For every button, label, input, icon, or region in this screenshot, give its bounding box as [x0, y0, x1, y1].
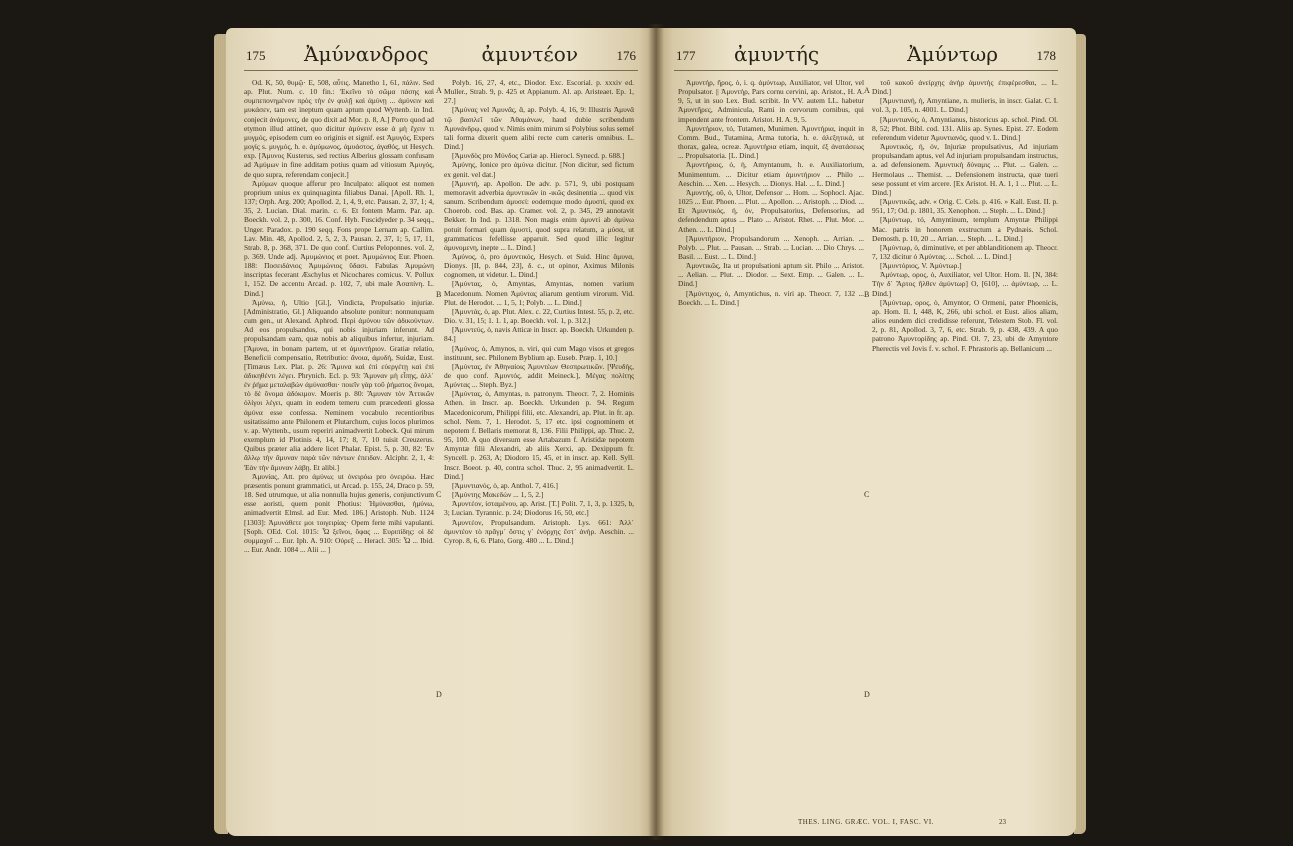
text-column-left: [678, 78, 864, 810]
margin-letter: C: [864, 490, 870, 499]
entry-paragraph: Polyb. 16, 27, 4, etc., Diodor. Exc. Escorial. p. xxxiv ed. Muller., Strab. 9, p. 425 et Appianum. Al. ap. Aristeaet. Ep. 1, 27.]: [444, 78, 634, 106]
page-number: 175: [246, 48, 266, 63]
entry-paragraph: Ἀμύνης, Ionice pro ἀμύνω dicitur. [Non dicitur, sed fictum ex genit. vel dat.]: [444, 160, 634, 179]
text-column-left: [244, 78, 434, 810]
entry-paragraph: Ἀμυντικῶς, Ita ut propulsationi aptum sit. Philo ... Aristot. ... Aelian. ... Plut. ... Diodor. ... Sext. Emp. ... Galen. ... L. Dind.]: [678, 261, 864, 289]
margin-letter: D: [864, 690, 870, 699]
entry-paragraph: [Ἀμύντης Μακεδών ... 1, 5, 2.]: [452, 490, 544, 500]
entry-paragraph: [Ἀμυντικῶς, adv. « Orig. C. Cels. p. 416. » Kall. Eust. II. p. 951, 17; Od. p. 1801, 35. Xenophon. ... Steph. ... L. Dind.]: [872, 197, 1058, 216]
entry-paragraph: [Ἀμύνας vel Ἀμυνᾶς, ἃ, ap. Polyb. 4, 16, 9: Illustris Ἀμυνᾶ τῷ βασιλεῖ τῶν Ἀθαμάνων, haud dubie scribendum Ἀμυνάνδρῳ, quod v. Nimis enim mirum si Polybius solus semel tali forma dixerit quem alibi recte cum cæteris omnibus. L. Dind.]: [444, 105, 634, 152]
entry-paragraph: Ἀμυντής, οῦ, ὁ, Ultor, Defensor ... Hom. ... Sophocl. Ajac. 1025 ... Eur. Phoen. ... Plut. ... Apollon. ... Aristoph. ... Diod. ... Et Ἀμυντικός, ή, όν, Propulsatorius, Defensorius, ad defendendum aptus ... Plato ... Aristot. Rhet. ... Plut. Mor. ... Athen. ... L. Dind.]: [678, 187, 864, 234]
margin-letter: A: [436, 86, 442, 95]
page-number: 176: [616, 48, 636, 63]
entry-paragraph: [Ἀμύνος, ὁ, Amynos, n. viri, qui cum Mago visos et gregos instituunt, sec. Philonem Byblium ap. Euseb. Præp. 1, 10.]: [444, 343, 634, 362]
margin-letter: B: [436, 290, 442, 299]
entry-paragraph: Ἀμυντήρ, ῆρος, ὁ, i. q. ἀμύντωρ, Auxiliator, vel Ultor, vel Propulsator. || Ἀμυντήρ, Pars cornu cervini, ap. Aristot., H. A. 9, 5, ut in suo Lex. Bud. scribit. In VV. autem LL. habetur Ἀμυντῆρες, Adminicula, Rami in cervorum cornibus, qui impendent ante frontem. Aristot. H. A. 9, 5.: [678, 78, 864, 124]
entry-paragraph: [Ἀμύντωρ, ὁ, diminutive, et per abblanditionem ap. Theocr. 7, 132 dicitur ὁ Ἀμύντας. ... Schol. ... L. Dind.]: [872, 242, 1058, 261]
margin-letter: B: [864, 290, 870, 299]
book-gutter: [648, 24, 664, 840]
right-page-header: [676, 42, 1056, 66]
margin-letter: D: [436, 690, 442, 699]
entry-paragraph: [Ἀμύντωρ, τό, Amyntinum, templum Amyntæ Philippi Mac. patris in honorem exstructum a Pydnæis. Schol. Demosth. p. 10, 20 ... Arrian. ... Steph. ... L. Dind.]: [872, 215, 1058, 243]
margin-letter: C: [436, 490, 442, 499]
entry-paragraph: [Ἀμυνδὸς pro Μύνδος Cariæ ap. Hierocl. Synecd. p. 688.]: [452, 151, 625, 161]
entry-paragraph: Ἀμύμων quoque afferur pro Inculpato: aliquot est nomen proprium unius ex quinquaginta filiabus Danai. [Apoll. Rh. 1, 137; Orph. Arg. 200; Apollod. 2, 1, 4, 9, etc. Pausan. 2, 37, 1; 4, 35, 2. Lucian. Dial. marin. c. 6. Et fontem Marm. Par. ap. Boeckh. vol. 2, p. 300, 16. Conf. Hyb. Fuscidyeder p. 34 seqq., Unger. Paradox. p. 190 seqq. Fons prope Lernam ap. Callim. Lav. Min. 48, Apollod. 2, 5, 2, 3, Pausan. 2, 37, 1; 5, 17, 11, Strab. 8, p. 368, 371. De quo conf. Curtius Peloponnes. vol. 2, p. 369. Unde adj. Ἀμυμώνιος et poet. Ἀμυμώνιος Eur. Phoen. 188: Ποσειδάνιος Ἀμυμώνιος ὕδασι. Fabulas Ἀμυμώνη inscriptas fecerant Æschylus et Nicochares comicus. V. Pollux 1, 152. De accentu Arcad. p. 102, 7, ubi male Ἀσαπίνη. L. Dind.]: [244, 178, 434, 298]
running-headword: Ἀμύνανδρος: [304, 42, 429, 66]
entry-paragraph: [Ἀμύντωρ, ορος, ὁ, Amyntor, O Ormeni, pater Phoenicis, ap. Hom. Il. I, 448, K, 266, ubi schol. et Eust. alios aliam, alios eundem dici credidisse referunt, Telestem Stob. Fl. vol. 2, p. 81, Apollod. 3, 7, 6, etc. Strab. 9, p. 438, 439. A quo patrono Ἀμυντορίδης ap. Pind. Ol. 7, 23, ubi de Amyntore Pherectis vel Jovis f. v. schol. F. Phrastoris ap. Bellanicum ...: [872, 297, 1058, 353]
entry-paragraph: [Ἀμυντιανός, ὁ, Amyntianus, historicus ap. schol. Pind. Ol. 8, 52; Phot. Bibl. cod. 131. Aliis ap. Synes. Epist. 27. Eodem referendum videtur Ἀμυντιανός, quod v. L. Dind.]: [872, 114, 1058, 142]
entry-paragraph: [Ἀμύντας, ἐν Ἀθηναίοις Ἀμυντέων Θεσπρωτικῶν. [Ψευδὴς, de quo conf. Ἀμυντός, addit Meineck.], Μέγας πολίτης Ἀμύντας ... Steph. Byz.]: [444, 361, 634, 390]
entry-paragraph: τοῦ κακοῦ ἀνείρχης ἀνὴρ ἀμυντὴς ἐπιφέρεσθαι, ... L. Dind.]: [872, 78, 1058, 97]
margin-letter: A: [864, 86, 870, 95]
entry-paragraph: Ἀμυνίας, Att. pro ἀμύνω; ut ὀνειρόω pro ὀνειρόω. Hæc præsentis ponunt grammatici, ut Arcad. p. 155, 24, Draco p. 59, 18. Sed utrumque, ut alia nonnulla hujus generis, conjunctivum esse aoristi, quem ponit Photius: Ἠμύνασθαι, ἠμύνω, animadvertit Elmsl. ad Eur. Med. 186.] Aristoph. Nub. 1124 [1303]: Ἀμυνάθετε μοι τοιγειρίας· Opem ferte mihi vapulanti. [Soph. OEd. Col. 1015: Ὦ ξεῖνοι, ὄφας ... Ευριπίδης: οἱ δὲ συμμαχοῖ ... Eur. Iph. A. 910: Οὐρεξ ... Heracl. 305: Ὦ ... Ibid. ... Eur. Andr. 1084 ... Alii ... ]: [244, 471, 434, 554]
running-headword: ἀμυντέον: [481, 42, 578, 66]
page-number: 178: [1036, 48, 1056, 63]
header-rule: [244, 70, 638, 71]
entry-paragraph: [Ἀμυντεύς, ὁ, navis Atticæ in Inscr. ap. Boeckh. Urkunden p. 84.]: [444, 325, 634, 344]
entry-paragraph: [Ἀμυντιανός, ὁ, ap. Anthol. 7, 416.]: [452, 480, 558, 490]
entry-paragraph: Ἀμυντήριος, ὁ, ἡ, Amyntanum, h. e. Auxiliatorium, Munimentum. ... Dicitur etiam ἀμυντήριον ... Philo ... Aeschin. ... Xen. ... Hesych. ... Dionys. Hal. ... L. Dind.]: [678, 160, 864, 188]
entry-paragraph: Ἀμυντήριον, τό, Tutamen, Munimen. Ἀμυντήρια, inquit in Comm. Bud., Tutamina, Arma tutoria, h. e. ἀλεξητικά, ut thorax, galea, ocreæ. Ἀμυντήρια etiam, inquit, ἐξ ἀνατάσεως ... Propulsatoria. [L. Dind.]: [678, 123, 864, 161]
entry-paragraph: [Ἀμυντήριον, Propulsandorum ... Xenoph. ... Arrian. ... Polyb. ... Plut. ... Pausan. ... Strab. ... Lucian. ... Dio Chrys. ... Basil. ... Eust. ... L. Dind.]: [678, 233, 864, 261]
left-page-header: [246, 42, 636, 66]
entry-paragraph: [Ἀμύντιχος, ὁ, Amyntichus, n. viri ap. Theocr. 7, 132 ... Boeckh. ... L. Dind.]: [678, 288, 864, 307]
entry-paragraph: Ἀμύνος, ὁ, pro ἀμυντικός, Hesych. et Suid. Hinc ἄμυνα, Dionys. [II, p. 844, 23], δ. c., ut opinor, Aximus Milonis cognomen, ut videtur. L. Dind.]: [444, 251, 634, 280]
entry-paragraph: Ἀμυντέον, Propulsandum. Aristoph. Lys. 661: Ἀλλ᾽ ἀμυντέον τὸ πρᾶγμ᾽ ὅστις γ᾽ ἐνόρχης ἔστ᾽ ἀνήρ. Aeschin. ... Cyrop. 8, 6, 6. Plato, Gorg. 480 ... L. Dind.]: [444, 517, 634, 545]
header-rule: [674, 70, 1058, 71]
entry-paragraph: [Ἀμυντή, ap. Apollon. De adv. p. 571, 9, ubi postquam memoravit adverbia ἀμυντικῶν in -ικῶς desinentia ... quod vix sanum. Scribendum ἀμυσεί: eodemque modo ἀμυστί, quod ex Choerob. cod. Bas. ap. Cramer. vol. 2, p. 345, 29 annotavit Bekker. In Ind. p. 1318. Non magis enim ἀμυντί ab ἀμύνω potuit formari quam ἀμυστί, quod supra relatum, a μύσα, ut grammaticos fefellisse apparuit. Sed quod illic legitur ἀμυνομενη, inepte ... L. Dind.]: [444, 178, 634, 252]
entry-paragraph: Od. K, 50, θυμῷ· E, 508, αὖτις. Manetho 1, 61, πάλιν. Sed ap. Plut. Num. c. 10 fin.: Ἐκεῖνο τὸ σῶμα πάσης καὶ συμπεπονημένον πρὸς τὴν ἐν φυλῇ καὶ ἀμύνῃ ... ἀμύνειν καὶ μυκάσεν, tam est ineptum quam aptum quod Wyttenb. in Ind. conjecit ἀνάμονες, de quo dixit ad Mor. p. 8, A.] Porro quod ad etymon illud attinet, quo dicitur ἀμύνειν esse ἀ μὴ ἔχειν τι μυγμός, episodem cum eo originis et signif. est Ἀμυγός, Expers μογίς s. μυγμός, h. e. ἀμύμωνος, ἀμυάστος, ἀγαθός, ut Hesych. exp. [Ἀμυνος Kusterus, sed rectius Alberius glossam confusam ad Ἀμύμων in fine additam potius quam ad vitiosum Ἀμυγός, de quo supra, referendam conjecit.]: [244, 78, 434, 179]
entry-paragraph: Ἀμυντικός, ή, όν, Injuriæ propulsativus, Ad injuriam propulsandam aptus, vel Ad injuriam propulsandam instructus, a. ad defensionem. Ἀμυντικὴ δύναμις ... Plut. ... Galen. ... Hermolaus ... Themist. ... Defensionem instructa, quæ tueri sese possunt et vim arcere. [Ex Aristot. H. A. 1, 1 ... Plut. ... L. Dind.]: [872, 142, 1058, 197]
text-column-right: [444, 78, 634, 810]
entry-paragraph: [Ἀμύντας, ὁ, Amyntas, n. patronym. Theocr. 7, 2. Hominis Athen. in Inscr. ap. Boeckh. Urkunden p. 94. Regum Macedonicorum, Philippi filii, etc. Alexandri, ap. Plut. in fr. ap. schol. Nem. 7, 1. Herodot. 5, 17 etc. ipsi cognominem et nepotem f. Bellaris memorat 8, 136. Filii Philippi, ap. Thuc. 2, 95, 100. A quo diversum esse Artabazum f. Aristidæ nepotem Amyntæ filii Alexandri, ab aliis Xerxi, ap. Dexippum fr. Syncell. p. 263, A; Diodoro 15, 45, et in inscr. ap. Kell. Syll. Inscr. Boeot. p. 40, contra schol. Thuc. 2, 95 animadvertit. L. Dind.]: [444, 389, 634, 481]
entry-paragraph: Ἀμύντωρ, ορος, ὁ, Auxiliator, vel Ultor. Hom. Il. [N, 384: Τὴν δ᾽ Ἄρτος ἤλθεν ἀμύντωρ] O, [610], ... ἀμύντωρ, ... L. Dind.]: [872, 270, 1058, 298]
entry-paragraph: [Ἀμύντας, ὁ, Amyntas, Amyntas, nomen varium Macedonum. Nomen Ἀμύντας aliarum gentium virorum. Vid. Plut. de Herodot. ... 1, 5, 1; Polyb. ... L. Dind.]: [444, 279, 634, 307]
entry-paragraph: Ἀμύνω, ἡ, Ultio [Gl.], Vindicta, Propulsatio injuriæ. [Administratio, Gl.] Aliquando absolute ponitur: nonnunquam cum gen., ut Alexand. Aphrod. Περὶ ἀμύνου τῶν ἀδικούντων. Ad eos propulsandos, qui nobis injuriam inferunt. Ad propulsandam eam, quæ nobis ab aliquibus infertur, injuriam. [Ἄμυνα, in bonam partem, ut et ἀμυντήριον. Gratiæ relatio, Beneficii compensatio, Retributio: ἄνοια, ἀμυδή, Suidæ, Eust. [Timæus Lex. Plat. p. 26: Ἄμυνα καὶ ἐπὶ εὐεργέτῃ καὶ ἐπὶ ἀδικηθέντι λέγει. Phrynich. Ecl. p. 93: Ἄμυναν μὴ εἶπῃς, ἀλλ᾽ ἐν ῥήμα μεταλαβών ἀμύνασθαι· ποιεῖν γὰρ τοῦ ῥήματος ὄνομα, τὸ δὲ ὄνομα ἀδόκιμον. Moeris p. 80: Ἄμυναν τὸν Ἀττικῶν ὀλίγοι λέγει, quam in eodem temeru cum præcedenti glossa ἀμύνα esse confessa. Neminem vocabulo recentioribus usitatissimo ante Philonem et Plutarchum, cujus locos plurimos v. ap. Wyttenb., usum reperiri animadvertit Lobeck. Qui mirum exemplum id Plotinis 4, 14, 17; 8, 7, 10 tuisit Creuzerus. Quibus præter alia addere licet Phalar. Epist. 5, p. 30, 82: Ἐν ἄλλῳ τὴν ἄμυναν παρὰ τῶν πάντων ἐπειδαν. Alciphr. 2, 1, 4: Ἐὰν τὴν ἄμυναν λάβῃ. Et alibi.]: [244, 297, 434, 472]
running-headword: Ἀμύντωρ: [907, 42, 998, 66]
running-headword: ἀμυντής: [734, 42, 820, 66]
right-page: [656, 28, 1076, 836]
signature-mark: 23: [999, 818, 1006, 826]
entry-paragraph: [Ἀμυντόριος, V. Ἀμύντωρ.]: [880, 261, 962, 271]
text-column-right: [872, 78, 1058, 810]
fascicle-footer: THES. LING. GRÆC. VOL. I, FASC. VI.: [798, 818, 934, 826]
left-page: [226, 28, 656, 836]
entry-paragraph: [Ἀμυντιανή, ἡ, Amyntiane, n. mulieris, in inscr. Galat. C. I. vol. 3, p. 105, n. 4001. L. Dind.]: [872, 96, 1058, 115]
entry-paragraph: Ἀμυντέον, ἰσταμένου, ap. Arist. [T.] Polit. 7, 1, 3, p. 1325, b, 3; Lucian. Tyrannic. p. 24; Diodorus 16, 50, etc.]: [444, 499, 634, 518]
entry-paragraph: [Ἀμυντάς, ὁ, ap. Plut. Alex. c. 22, Curtius Intest. 55, p. 2, etc. Dio. v. 31, 15; 1. 1. 1, ap. Boeckh. vol. 1, p. 312.]: [444, 306, 634, 326]
page-number: 177: [676, 48, 696, 63]
